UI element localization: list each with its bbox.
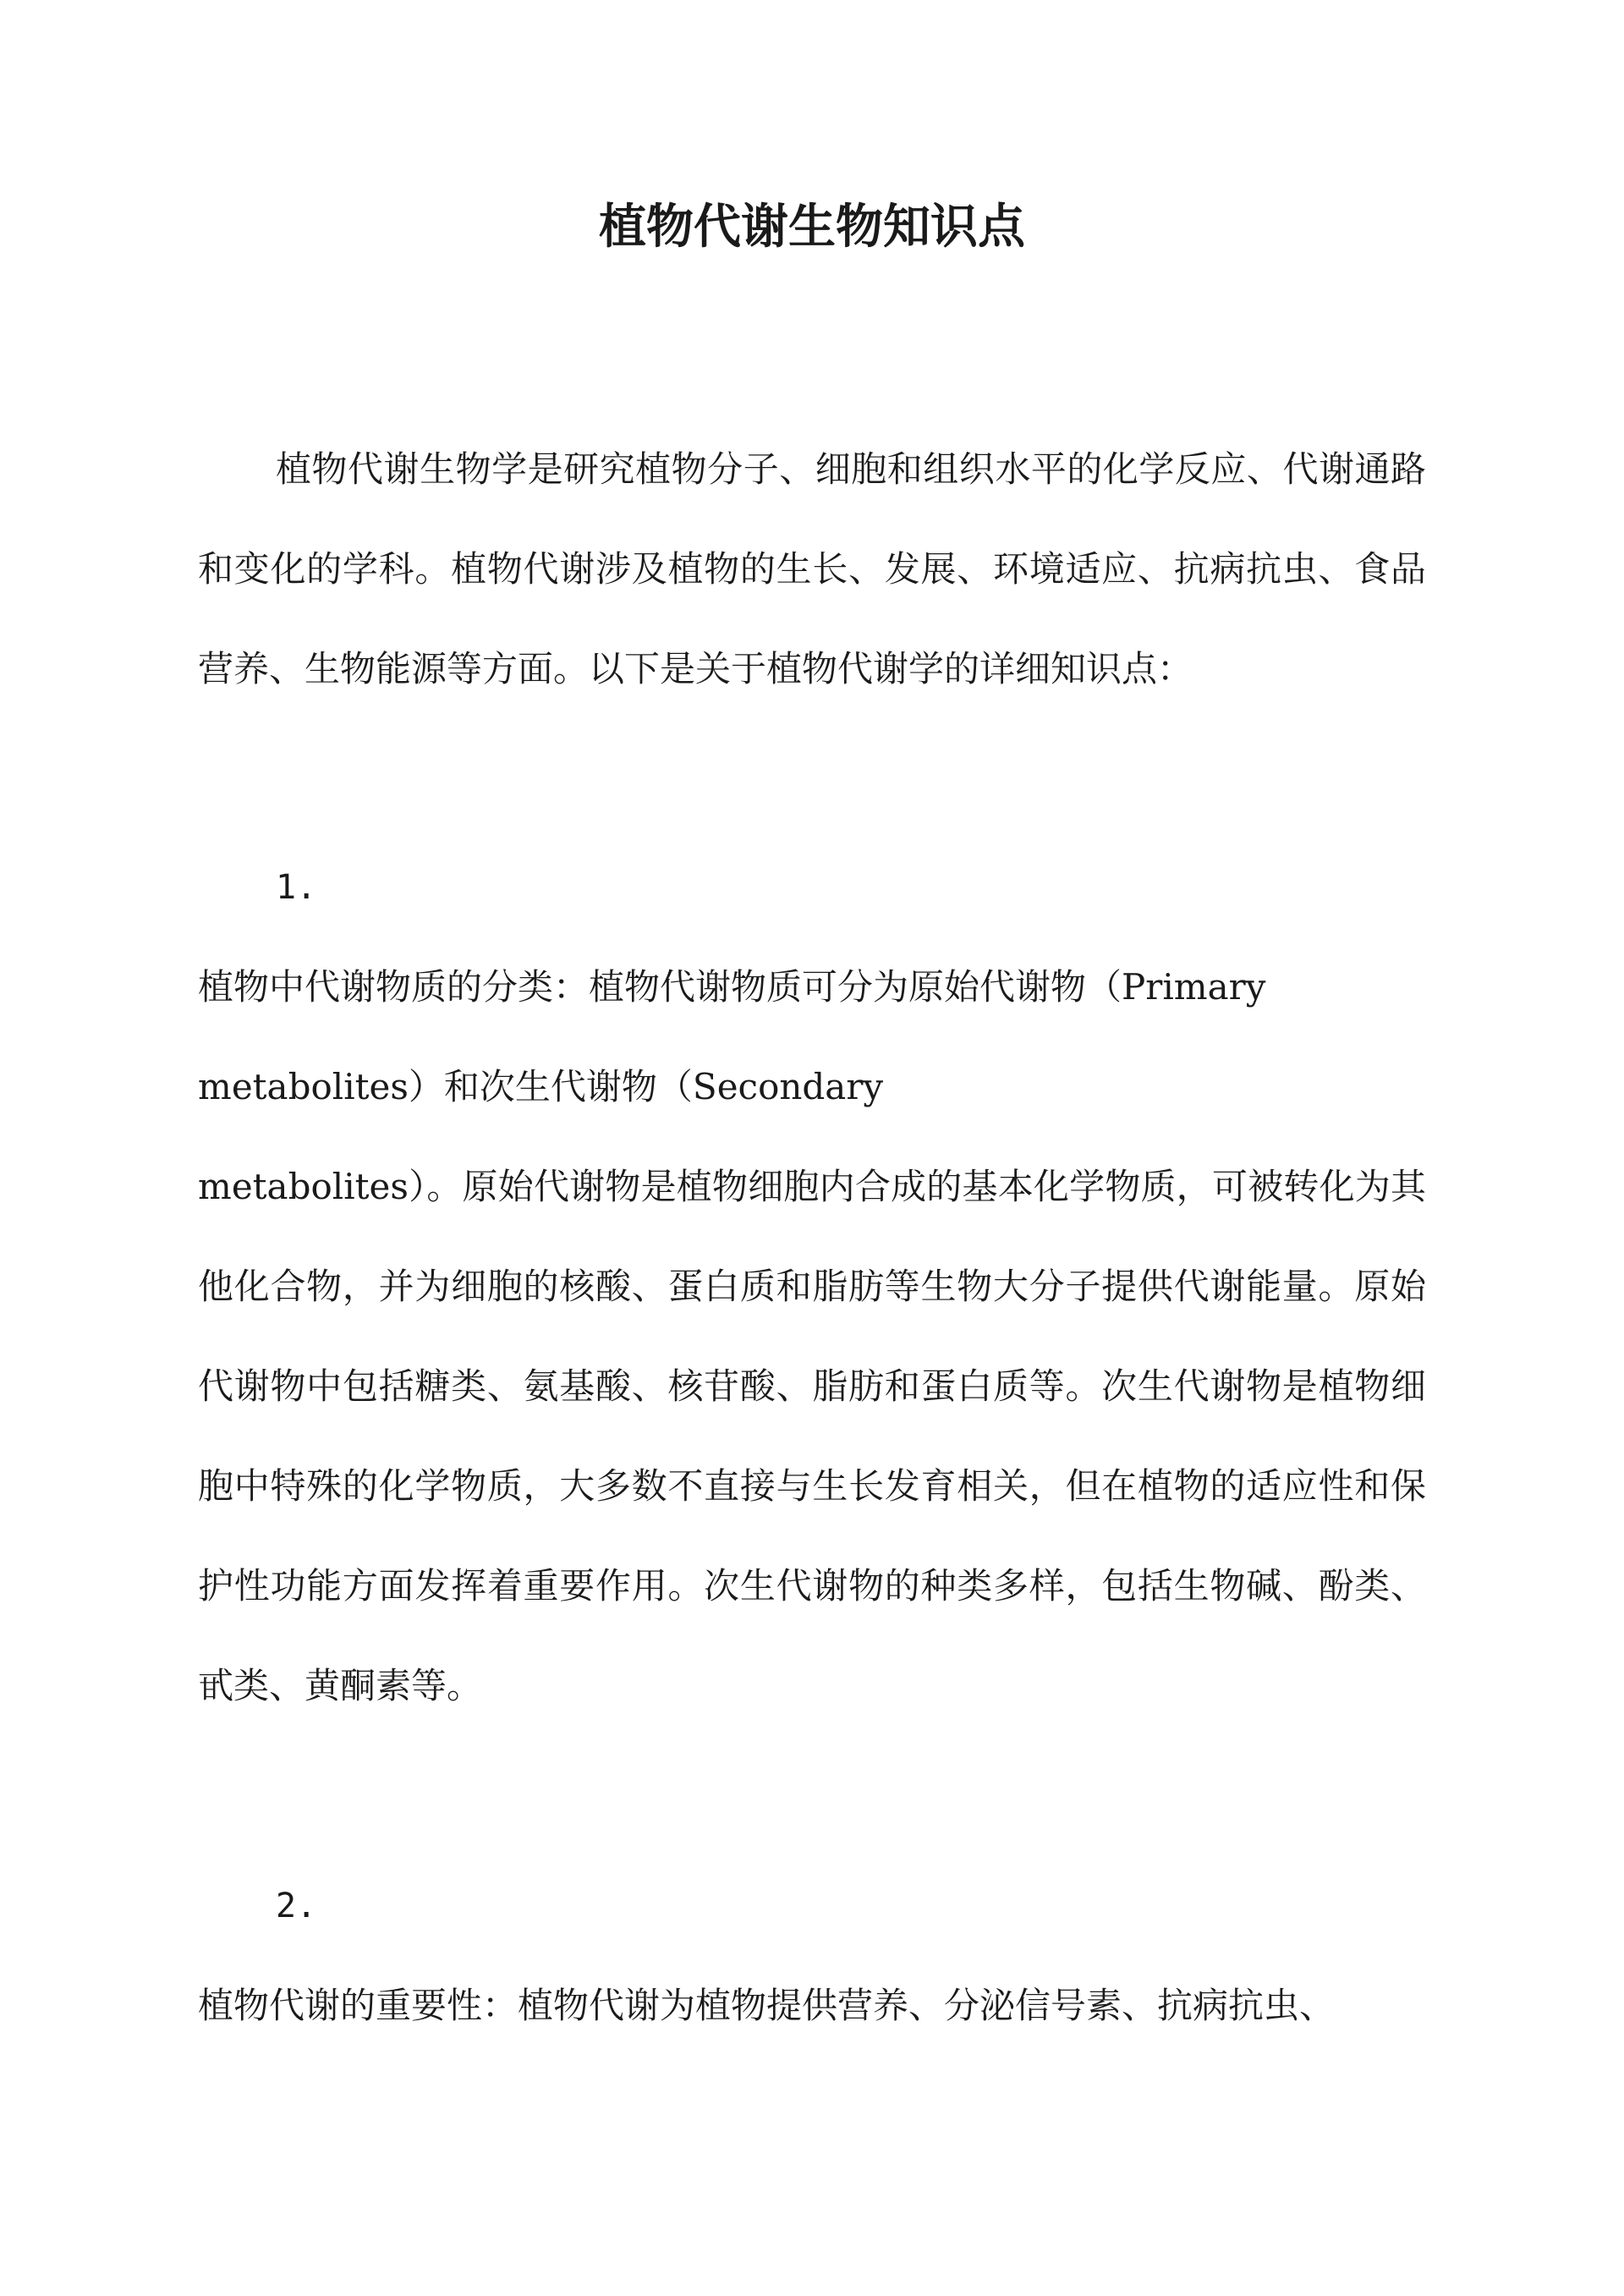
section-2-paragraph bbox=[198, 1956, 1426, 2056]
section-1-number: 1. bbox=[276, 868, 317, 907]
section-1-line-2: metabolites）和次生代谢物（Secondary bbox=[198, 1066, 884, 1107]
section-1-line-3: metabolites）。原始代谢物是植物细胞内合成的基本化学物质，可被转化为其他化合物，并为细胞的核酸、蛋白质和脂肪等生物大分子提供代谢能量。原始代谢物中包括糖类、氨基酸、核苷酸、脂肪和蛋白质等。次生代谢物是植物细胞中特殊的化学物质，大多数不直接与生长发育相关，但在植物的适应性和保护性功能方面发挥着重要作用。次生代谢物的种类多样，包括生物碱、酚类、甙类、黄酮素等。 bbox=[198, 1166, 1426, 1706]
section-1-line-1: 植物中代谢物质的分类：植物代谢物质可分为原始代谢物（Primary bbox=[198, 966, 1266, 1008]
section-1-paragraph bbox=[198, 937, 1426, 1736]
intro-paragraph: 植物代谢生物学是研究植物分子、细胞和组织水平的化学反应、代谢通路和变化的学科。植物代谢涉及植物的生长、发展、环境适应、抗病抗虫、食品营养、生物能源等方面。以下是关于植物代谢学的详细知识点： bbox=[198, 448, 1426, 689]
section-2-line-1: 植物代谢的重要性：植物代谢为植物提供营养、分泌信号素、抗病抗虫、 bbox=[198, 1985, 1336, 2026]
section-2-number: 2. bbox=[276, 1887, 317, 1925]
document-title: 植物代谢生物知识点 bbox=[599, 199, 1025, 255]
document-page bbox=[198, 0, 1426, 2296]
